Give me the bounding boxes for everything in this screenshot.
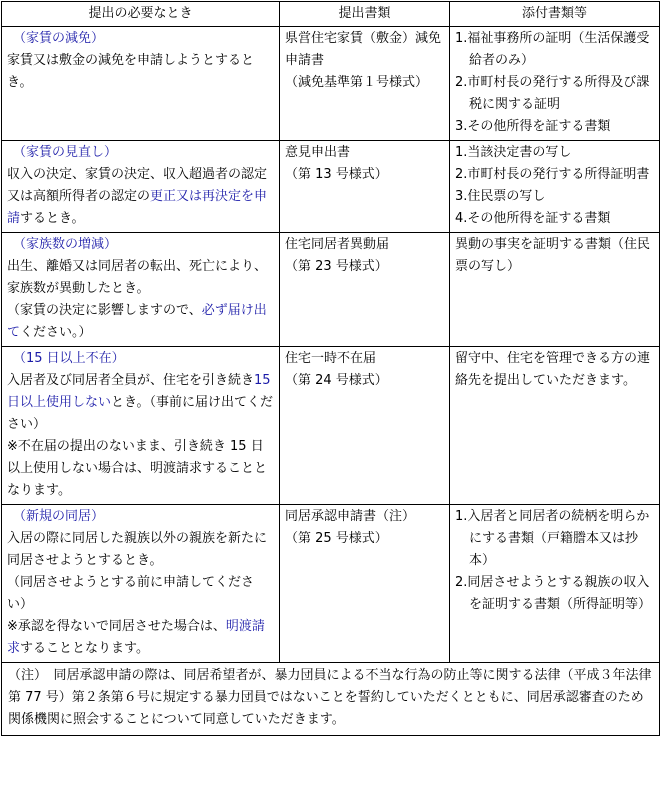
table-header-row (2, 2, 660, 27)
row-description (7, 370, 274, 502)
document-name: 住宅一時不在届 (285, 351, 377, 366)
cell-submission-document (280, 233, 450, 347)
description-text: 家賃又は敷金の減免を申請しようとするとき。 (7, 53, 255, 90)
row-description (7, 50, 274, 94)
application-requirements-table (1, 1, 660, 736)
attachment-item: 4.その他所得を証する書類 (455, 211, 611, 226)
table-row (2, 27, 660, 141)
document-name: （第 25 号様式） (285, 531, 388, 546)
attachment-item: 3.その他所得を証する書類 (455, 119, 611, 134)
cell-attachments (450, 505, 660, 663)
attachment-text: 異動の事実を証明する書類（住民票の写し） (455, 237, 651, 274)
attachment-item: 1.福祉事務所の証明（生活保護受給者のみ） (455, 31, 650, 68)
highlighted-text: 15 日以上使用しない (7, 373, 271, 410)
note-text: （注） 同居承認申請の際は、同居希望者が、暴力団員による不当な行為の防止等に関する法律（平成３年法律第 77 号）第２条第６号に規定する暴力団員ではないことを誓約していただくとともに、同居承認審査のため関係機関に照会することについて同意していただきます。 (2, 663, 660, 736)
cell-submission-document (280, 505, 450, 663)
attachment-item: 3.住民票の写し (455, 189, 546, 204)
document-name: （第 13 号様式） (285, 167, 388, 182)
attachment-item: 2.市町村長の発行する所得証明書 (455, 167, 650, 182)
description-text: することとなります。 (20, 641, 149, 656)
highlighted-text: 必ず届け出て (7, 303, 267, 340)
document-name: 意見申出書 (285, 145, 351, 160)
document-name: 住宅同居者異動届 (285, 237, 390, 252)
header-attachments: 添付書類等 (450, 2, 660, 27)
cell-submission-document (280, 347, 450, 505)
row-title: （新規の同居） (13, 509, 105, 524)
table-row (2, 505, 660, 663)
cell-attachments (450, 141, 660, 233)
description-text: （家賃の決定に影響しますので、 (7, 303, 202, 318)
description-text: するとき。 (20, 211, 85, 226)
attachment-item: 2.同居させようとする親族の収入を証明する書類（所得証明等） (455, 575, 652, 612)
attachment-item: 1.入居者と同居者の続柄を明らかにする書類（戸籍謄本又は抄本） (455, 509, 650, 568)
description-text: 出生、離婚又は同居者の転出、死亡により、家族数が異動したとき。 (7, 259, 268, 296)
description-text: 収入の決定、家賃の決定、収入超過者の認定又は高額所得者の認定の (7, 167, 268, 204)
cell-attachments (450, 347, 660, 505)
description-text: ください。） (20, 325, 92, 340)
highlighted-text: 明渡請求 (7, 619, 265, 656)
table-row (2, 233, 660, 347)
row-title: （家賃の見直し） (13, 145, 118, 160)
cell-when-required (2, 505, 280, 663)
highlighted-text: 更正又は再決定を申請 (7, 189, 268, 226)
document-name: 同居承認申請書（注） (285, 509, 416, 524)
header-submission-document: 提出書類 (280, 2, 450, 27)
document-name: （第 23 号様式） (285, 259, 388, 274)
description-text: とき。（事前に届け出てください） (7, 395, 273, 432)
description-text: ※不在届の提出のないまま、引き続き 15 日以上使用しない場合は、明渡請求することとなります。 (7, 439, 268, 498)
document-name: 県営住宅家賃（敷金）減免申請書 (285, 31, 442, 68)
cell-attachments (450, 27, 660, 141)
note-row (2, 663, 660, 736)
table-row (2, 141, 660, 233)
cell-when-required (2, 141, 280, 233)
document-name: （減免基準第１号様式） (285, 75, 429, 90)
description-text: ※承認を得ないで同居させた場合は、 (7, 619, 226, 634)
row-title: （家賃の減免） (13, 31, 105, 46)
table-row (2, 347, 660, 505)
attachment-item: 1.当該決定書の写し (455, 145, 572, 160)
header-when-required: 提出の必要なとき (2, 2, 280, 27)
cell-when-required (2, 27, 280, 141)
cell-submission-document (280, 141, 450, 233)
attachment-text: 留守中、住宅を管理できる方の連絡先を提出していただきます。 (455, 351, 651, 388)
row-title: （15 日以上不在） (13, 351, 125, 366)
cell-when-required (2, 347, 280, 505)
row-description (7, 256, 274, 344)
row-description (7, 164, 274, 230)
row-description (7, 528, 274, 660)
row-title: （家族数の増減） (13, 237, 118, 252)
document-name: （第 24 号様式） (285, 373, 388, 388)
attachment-item: 2.市町村長の発行する所得及び課税に関する証明 (455, 75, 650, 112)
cell-submission-document (280, 27, 450, 141)
cell-attachments (450, 233, 660, 347)
description-text: （同居させようとする前に申請してください） (7, 575, 255, 612)
description-text: 入居の際に同居した親族以外の親族を新たに同居させようとするとき。 (7, 531, 268, 568)
description-text: 入居者及び同居者全員が、住宅を引き続き (7, 373, 255, 388)
cell-when-required (2, 233, 280, 347)
